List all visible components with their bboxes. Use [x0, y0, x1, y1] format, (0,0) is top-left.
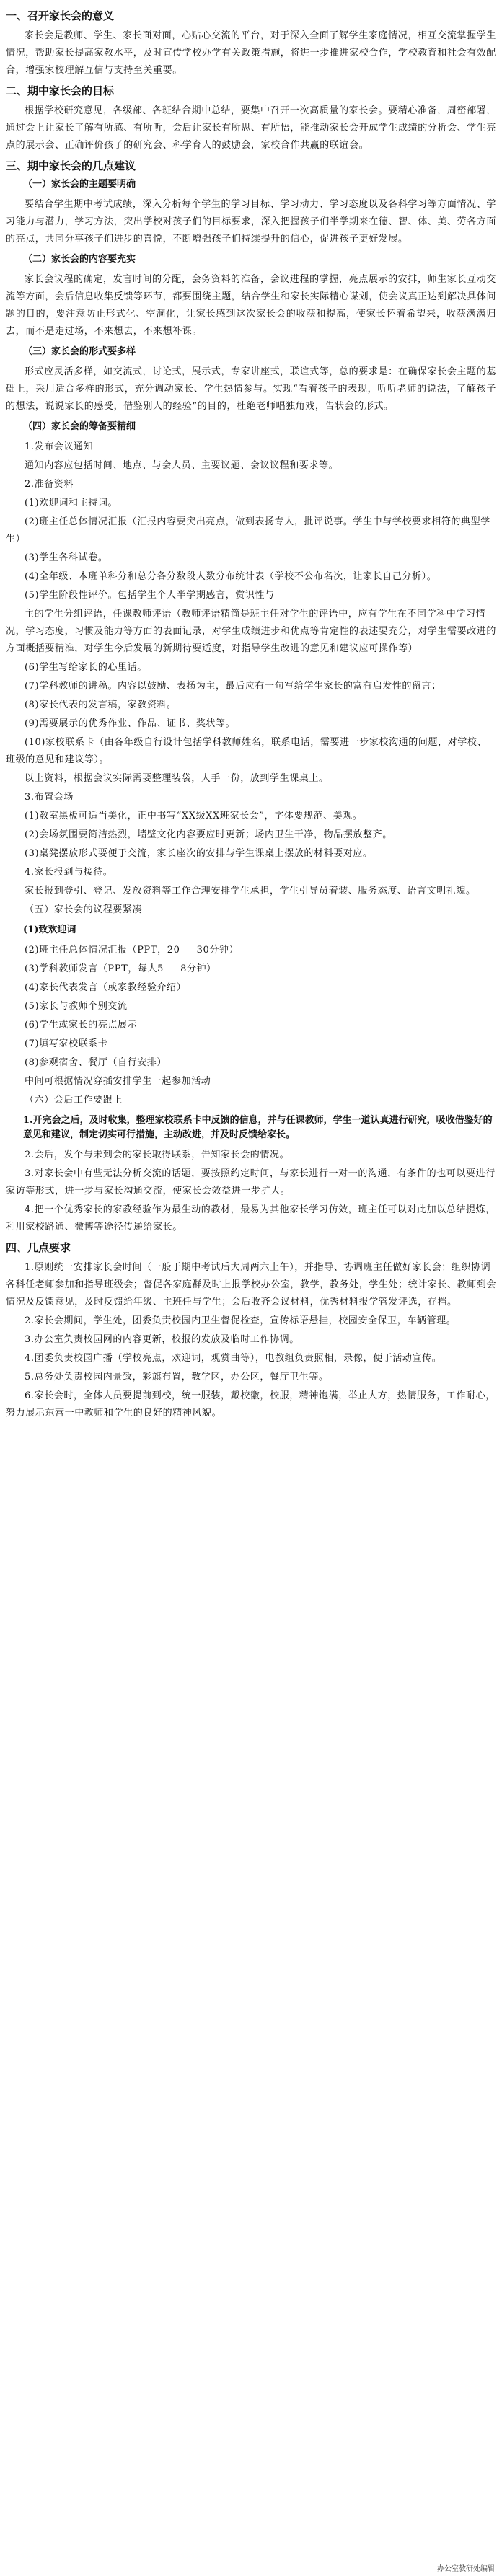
followup-item: 2.会后，发个与未到会的家长取得联系，告知家长会的情况。 — [25, 1150, 290, 1160]
subsection-3-title: （三）家长会的形式要多样 — [23, 346, 136, 357]
list-item: (6)学生写给家长的心里话。 — [25, 662, 147, 673]
subsection-2-paragraph: 家长会议程的确定，发言时间的分配，会务资料的准备，会议进程的掌握，亮点展示的安排，师生家长互动交流等方面，会后信息收集反馈等环节，都要围绕主题，结合学生和家长实际精心谋划，使会议真正达到解决具体问题的目的，要注意防止形式化、空洞化，让家长感到这次家长会的收获和提高，使家长怀着希望来，收获满满归去，而不是走过场，不来想去，不来想补课。 — [6, 274, 497, 337]
list-item: (8)家长代表的发言稿，家教资料。 — [25, 700, 177, 710]
subsection-3-paragraph: 形式应灵活多样，如交流式，讨论式，展示式，专家讲座式，联谊式等，总的要求是：在确保家长会主题的基础上，采用适合多样的形式，充分调动家长、学生热情参与。实现“看着孩子的表现，听听老师的说法，了解孩子的想法，说说家长的感受，借鉴别人的经验”的目的，杜绝老师唱独角戏，告状会的形式。 — [6, 366, 496, 412]
followup-item: 3.对家长会中有些无法分析交流的话题，要按照约定时间，与家长进行一对一的沟通，有条件的也可以要进行家访等形式，进一步与家长沟通交流，使家长会效益进一步扩大。 — [6, 1168, 496, 1196]
list-item: (3)桌凳摆放形式要便于交流，家长座次的安排与学生课桌上摆放的材料要对应。 — [25, 848, 373, 859]
list-item: 1.发布会议通知 — [25, 441, 94, 452]
list-item: (4)全年级、本班单科分和总分各分数段人数分布统计表（学校不公布名次，让家长自己分析）。 — [25, 571, 437, 582]
requirement-item: 3.办公室负责校园网的内容更新，校报的发放及临时工作协调。 — [25, 1334, 299, 1345]
list-item: 主的学生分组评语，任课教师评语（教师评语精简是班主任对学生的评语中，应有学生在不同学科中学习情况，学习态度，习惯及能力等方面的表面记录，对学生成绩进步和优点等肯定性的表述要充分，对学生需要改进的方面概括要精准，对学生今后发展的新期待要适度，对指导学生改进的意见和建议应可操作等） — [6, 609, 497, 654]
requirement-item: 1.原则统一安排家长会时间（一般于期中考试后大周两六上午），并指导、协调班主任做好家长会；组织协调各科任老师参加和指导班级会；督促各家庭群及时上报学校办公室，教学，教务处，学生处；统计家长、教师到会情况及反馈意见，及时反馈给年级、主班任与学生；会后收齐会议材料，优秀材料报学管发评选，存档。 — [6, 1262, 497, 1307]
requirement-item: 5.总务处负责校园内景致，彩旗布置，教学区，办公区，餐厅卫生等。 — [25, 1372, 329, 1382]
agenda-item: (4)家长代表发言（或家教经验介绍） — [25, 982, 187, 993]
list-item: (1)教室黑板可适当美化，正中书写“XX级XX班家长会”，字体要规范、美观。 — [25, 811, 363, 821]
section-4-title: 四、几点要求 — [6, 1241, 71, 1254]
list-item: (2)班主任总体情况汇报（汇报内容要突出亮点，做到表扬专人，批评说事。学生中与学校要求相符的典型学生） — [6, 516, 490, 544]
requirement-item: 6.家长会时，全体人员要提前到校，统一服装，戴校徽，校服，精神饱满，举止大方，热情服务，工作耐心，努力展示东营一中教师和学生的良好的精神风貌。 — [6, 1390, 496, 1419]
agenda-item: (3)学科教师发言（PPT，每人5 — 8分钟） — [25, 963, 216, 974]
agenda-item: (8)参观宿舍、餐厅（自行安排） — [25, 1057, 167, 1068]
requirement-item: 4.团委负责校园广播（学校亮点，欢迎词，观赏曲等），电教组负责照相，录像，便于活动宣传。 — [25, 1353, 442, 1364]
agenda-item: (6)学生或家长的亮点展示 — [25, 1020, 138, 1031]
section-3-title: 三、期中家长会的几点建议 — [6, 159, 136, 172]
section-1-paragraph: 家长会是教师、学生、家长面对面，心贴心交流的平台，对于深入全面了解学生家庭情况，相互交流掌握学生情况，帮助家长提高家教水平，及时宣传学校办学有关政策措施，将进一步推进家校合作，学校教育和社会有效配合，增强家校理解互信与支持至关重要。 — [6, 30, 497, 76]
list-item: 2.准备资料 — [25, 479, 74, 490]
agenda-item: 中间可根据情况穿插安排学生一起参加活动 — [25, 1076, 211, 1087]
list-item: 4.家长报到与接待。 — [25, 867, 113, 878]
list-item: (3)学生各科试卷。 — [25, 552, 108, 563]
section-2-paragraph: 根据学校研究意见，各级部、各班结合期中总结，要集中召开一次高质量的家长会。要精心准备，周密部署，通过会上让家长了解有所感、有所听，会后让家长有所思、有所悟，能推动家长会开成学生成绩的分析会、学生亮点的展示会、正确评价孩子的研究会、科学育人的鼓励会，家校合作共赢的联谊会。 — [6, 105, 497, 151]
followup-item: 4.把一个优秀家长的家教经验作为最生动的教材，最易为其他家长学习仿效，班主任可以对此加以总结提炼，利用家校路通、微博等途径传递给家长。 — [6, 1204, 496, 1232]
agenda-note: （六）会后工作要跟上 — [25, 1095, 123, 1106]
list-item: (1)欢迎词和主持词。 — [25, 498, 118, 508]
subsection-4-title: （四）家长会的筹备要精细 — [23, 421, 136, 432]
footer-editor: 办公室教研处编辑 — [437, 2565, 495, 2573]
list-item: 以上资料，根据会议实际需要整理装袋，人手一份，放到学生课桌上。 — [25, 773, 329, 784]
section-1-title: 一、召开家长会的意义 — [6, 9, 115, 22]
subsection-6-title: 1.开完会之后，及时收集，整理家校联系卡中反馈的信息，并与任课教师，学生一道认真进行研究，吸收借鉴好的意见和建议，制定切实可行措施，主动改进，并及时反馈给家长。 — [23, 1115, 493, 1140]
list-item: (10)家校联系卡（由各年级自行设计包括学科教师姓名，联系电话，需要进一步家校沟通的问题，对学校、班级的意见和建议等）。 — [6, 737, 488, 765]
list-item: (2)会场氛围要简洁热烈，墙壁文化内容要应时更新；场内卫生干净，物品摆放整齐。 — [25, 829, 392, 840]
subsection-1-title: （一）家长会的主题要明确 — [23, 179, 136, 190]
agenda-item: (5)家长与教师个别交流 — [25, 1001, 128, 1012]
subsection-1-paragraph: 要结合学生期中考试成绩，深入分析每个学生的学习目标、学习动力、学习态度以及各科学习等方面情况、学习能力与潜力，学习方法，突出学校对孩子们的目标要求，深入把握孩子们半学期来在德、智、体、美、劳各方面的亮点，共同分享孩子们进步的喜悦，不断增强孩子们持续提升的信心，促进孩子更好发展。 — [6, 199, 497, 244]
list-item: (7)学科教师的讲稿。内容以鼓励、表扬为主，最后应有一句写给学生家长的富有启发性的留言； — [25, 681, 441, 692]
agenda-item: (7)填写家校联系卡 — [25, 1038, 108, 1049]
subsection-2-title: （二）家长会的内容要充实 — [23, 254, 136, 265]
list-item: 3.布置会场 — [25, 792, 74, 803]
subsection-5-title: (1)致欢迎词 — [23, 925, 76, 935]
list-item: (9)需要展示的优秀作业、作品、证书、奖状等。 — [25, 718, 236, 729]
list-item: 通知内容应包括时间、地点、与会人员、主要议题、会议议程和要求等。 — [25, 460, 339, 471]
list-item: （五）家长会的议程要紧凑 — [25, 904, 143, 915]
agenda-item: (2)班主任总体情况汇报（PPT，20 — 30分钟） — [25, 945, 239, 956]
list-item: (5)学生阶段性评价。包括学生个人半学期感言，赏识性与 — [25, 590, 275, 601]
section-2-title: 二、期中家长会的目标 — [6, 84, 115, 97]
list-item: 家长报到登引、登记、发放资料等工作合理安排学生承担，学生引导员着装、服务态度、语言文明礼貌。 — [25, 886, 476, 896]
requirement-item: 2.家长会期间，学生处，团委负责校园内卫生督促检查，宣传标语悬挂，校园安全保卫，车辆管理。 — [25, 1315, 457, 1326]
